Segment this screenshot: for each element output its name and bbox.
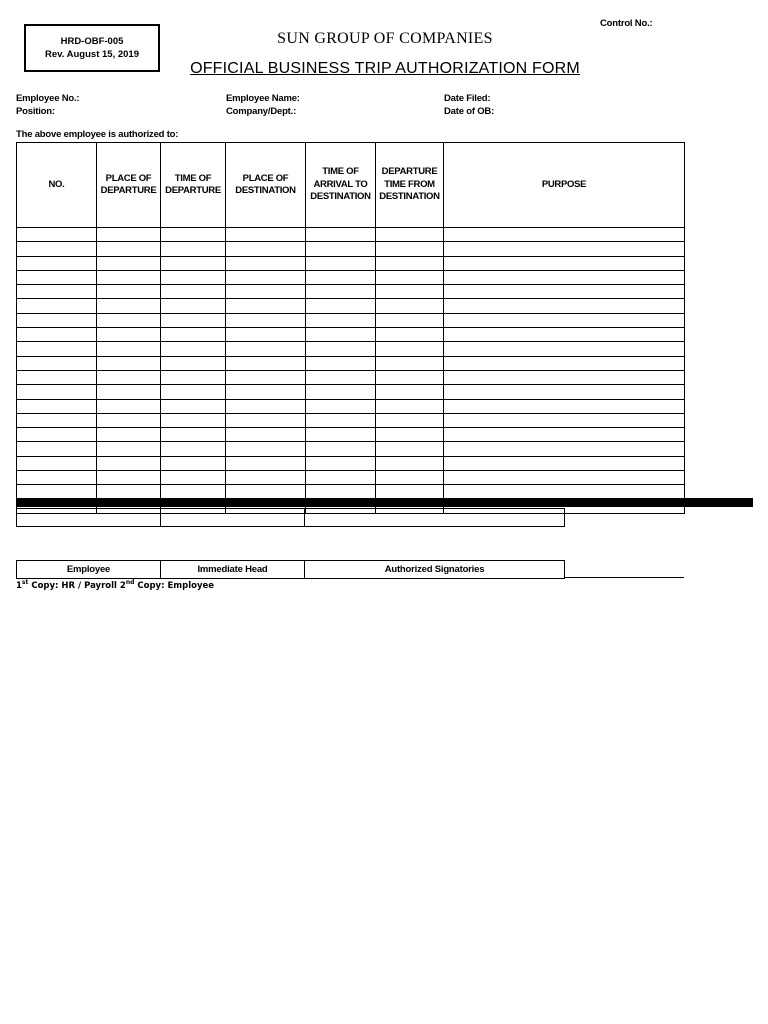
table-cell[interactable] <box>376 471 444 485</box>
table-row <box>17 270 685 284</box>
table-cell[interactable] <box>376 299 444 313</box>
table-cell[interactable] <box>97 342 161 356</box>
employee-signature-label: Employee <box>17 561 161 579</box>
table-cell[interactable] <box>226 313 306 327</box>
table-cell[interactable] <box>161 399 226 413</box>
table-cell[interactable] <box>17 385 97 399</box>
table-cell[interactable] <box>376 256 444 270</box>
table-cell[interactable] <box>17 328 97 342</box>
table-cell[interactable] <box>306 428 376 442</box>
table-cell[interactable] <box>226 356 306 370</box>
trip-table <box>16 142 685 514</box>
table-row <box>17 471 685 485</box>
table-cell[interactable] <box>226 456 306 470</box>
table-cell[interactable] <box>97 442 161 456</box>
table-cell[interactable] <box>161 413 226 427</box>
column-header-no: NO. <box>17 143 97 228</box>
signature-boxes <box>16 508 565 527</box>
table-cell[interactable] <box>444 299 685 313</box>
table-cell[interactable] <box>444 399 685 413</box>
table-cell[interactable] <box>306 456 376 470</box>
position-label: Position: <box>16 106 55 117</box>
table-row <box>17 485 685 499</box>
table-cell[interactable] <box>97 456 161 470</box>
table-row <box>17 413 685 427</box>
table-cell[interactable] <box>226 370 306 384</box>
copy-2-text: Copy: Employee <box>134 580 215 591</box>
table-cell[interactable] <box>226 285 306 299</box>
table-cell[interactable] <box>376 428 444 442</box>
table-cell[interactable] <box>17 428 97 442</box>
table-cell[interactable] <box>97 485 161 499</box>
table-cell[interactable] <box>376 228 444 242</box>
column-header-place-of-destination: PLACE OF DESTINATION <box>226 143 306 228</box>
table-cell[interactable] <box>444 242 685 256</box>
table-cell[interactable] <box>17 270 97 284</box>
table-cell[interactable] <box>376 456 444 470</box>
table-cell[interactable] <box>306 313 376 327</box>
control-no-label: Control No.: <box>600 18 653 29</box>
table-cell[interactable] <box>444 385 685 399</box>
table-cell[interactable] <box>226 242 306 256</box>
table-cell[interactable] <box>226 413 306 427</box>
table-cell[interactable] <box>376 399 444 413</box>
table-cell[interactable] <box>444 485 685 499</box>
table-cell[interactable] <box>226 299 306 313</box>
column-header-time-of-arrival: TIME OF ARRIVAL TO DESTINATION <box>306 143 376 228</box>
table-cell[interactable] <box>226 471 306 485</box>
table-cell[interactable] <box>17 299 97 313</box>
date-of-ob-label: Date of OB: <box>444 106 495 117</box>
document-code: HRD-OBF-005 <box>60 36 124 47</box>
table-cell[interactable] <box>306 256 376 270</box>
table-cell[interactable] <box>376 242 444 256</box>
table-cell[interactable] <box>97 299 161 313</box>
table-cell[interactable] <box>17 413 97 427</box>
table-cell[interactable] <box>97 370 161 384</box>
table-cell[interactable] <box>17 313 97 327</box>
copy-1-suffix: st <box>21 579 29 586</box>
table-cell[interactable] <box>444 442 685 456</box>
table-cell[interactable] <box>17 370 97 384</box>
table-cell[interactable] <box>17 228 97 242</box>
table-cell[interactable] <box>226 385 306 399</box>
table-bottom-rule <box>16 498 753 507</box>
table-cell[interactable] <box>161 242 226 256</box>
immediate-head-label: Immediate Head <box>161 561 305 579</box>
table-row <box>17 342 685 356</box>
table-cell[interactable] <box>444 228 685 242</box>
table-cell[interactable] <box>306 385 376 399</box>
table-row <box>17 370 685 384</box>
column-header-departure-time-from-destination: DEPARTURE TIME FROM DESTINATION <box>376 143 444 228</box>
table-cell[interactable] <box>97 356 161 370</box>
authorized-note: The above employee is authorized to: <box>16 129 179 140</box>
revision-date: Rev. August 15, 2019 <box>45 49 139 60</box>
table-cell[interactable] <box>376 342 444 356</box>
table-cell[interactable] <box>306 270 376 284</box>
table-cell[interactable] <box>444 256 685 270</box>
table-cell[interactable] <box>376 442 444 456</box>
table-row <box>17 456 685 470</box>
table-row <box>17 442 685 456</box>
copy-2-number: 2 <box>119 580 126 591</box>
table-row <box>17 256 685 270</box>
table-cell[interactable] <box>444 313 685 327</box>
table-cell[interactable] <box>376 413 444 427</box>
table-cell[interactable] <box>376 285 444 299</box>
table-cell[interactable] <box>306 356 376 370</box>
table-cell[interactable] <box>226 442 306 456</box>
table-cell[interactable] <box>17 342 97 356</box>
table-cell[interactable] <box>306 242 376 256</box>
table-cell[interactable] <box>444 456 685 470</box>
table-cell[interactable] <box>17 471 97 485</box>
table-cell[interactable] <box>376 485 444 499</box>
immediate-head-signature-field[interactable] <box>161 509 305 527</box>
table-cell[interactable] <box>97 228 161 242</box>
table-cell[interactable] <box>161 228 226 242</box>
table-cell[interactable] <box>97 428 161 442</box>
table-cell[interactable] <box>226 228 306 242</box>
table-cell[interactable] <box>161 356 226 370</box>
table-cell[interactable] <box>226 399 306 413</box>
column-header-time-of-departure: TIME OF DEPARTURE <box>161 143 226 228</box>
table-cell[interactable] <box>161 256 226 270</box>
table-cell[interactable] <box>161 270 226 284</box>
table-cell[interactable] <box>161 456 226 470</box>
table-cell[interactable] <box>376 270 444 284</box>
table-cell[interactable] <box>306 328 376 342</box>
table-row <box>17 299 685 313</box>
table-cell[interactable] <box>161 370 226 384</box>
table-cell[interactable] <box>306 228 376 242</box>
document-code-box <box>24 24 160 72</box>
table-cell[interactable] <box>306 399 376 413</box>
column-header-place-of-departure: PLACE OF DEPARTURE <box>97 143 161 228</box>
table-cell[interactable] <box>17 442 97 456</box>
table-cell[interactable] <box>161 471 226 485</box>
table-cell[interactable] <box>17 285 97 299</box>
table-cell[interactable] <box>17 485 97 499</box>
table-cell[interactable] <box>306 342 376 356</box>
table-cell[interactable] <box>97 313 161 327</box>
table-cell[interactable] <box>97 328 161 342</box>
table-cell[interactable] <box>161 485 226 499</box>
table-cell[interactable] <box>17 399 97 413</box>
table-row <box>17 385 685 399</box>
table-cell[interactable] <box>161 385 226 399</box>
table-cell[interactable] <box>444 270 685 284</box>
table-cell[interactable] <box>161 328 226 342</box>
copy-1-number: 1 <box>16 580 22 591</box>
table-cell[interactable] <box>226 342 306 356</box>
table-cell[interactable] <box>376 313 444 327</box>
table-cell[interactable] <box>376 385 444 399</box>
table-cell[interactable] <box>97 471 161 485</box>
signature-line-extension <box>564 577 684 578</box>
table-cell[interactable] <box>161 285 226 299</box>
table-cell[interactable] <box>306 299 376 313</box>
table-cell[interactable] <box>444 370 685 384</box>
table-cell[interactable] <box>161 442 226 456</box>
table-cell[interactable] <box>17 356 97 370</box>
table-row <box>17 399 685 413</box>
table-cell[interactable] <box>161 299 226 313</box>
table-row <box>17 356 685 370</box>
table-cell[interactable] <box>97 413 161 427</box>
authorized-signatories-field[interactable] <box>305 509 565 527</box>
table-row <box>17 328 685 342</box>
table-cell[interactable] <box>306 485 376 499</box>
table-cell[interactable] <box>444 471 685 485</box>
table-cell[interactable] <box>97 285 161 299</box>
table-cell[interactable] <box>161 313 226 327</box>
form-title: OFFICIAL BUSINESS TRIP AUTHORIZATION FORM <box>190 60 580 77</box>
table-cell[interactable] <box>376 370 444 384</box>
table-cell[interactable] <box>444 413 685 427</box>
table-row <box>17 285 685 299</box>
employee-no-label: Employee No.: <box>16 93 80 104</box>
table-cell[interactable] <box>306 471 376 485</box>
table-cell[interactable] <box>444 356 685 370</box>
table-cell[interactable] <box>376 328 444 342</box>
table-cell[interactable] <box>306 370 376 384</box>
table-cell[interactable] <box>161 342 226 356</box>
table-cell[interactable] <box>17 242 97 256</box>
table-cell[interactable] <box>444 285 685 299</box>
table-cell[interactable] <box>97 399 161 413</box>
table-row <box>17 228 685 242</box>
table-row <box>17 428 685 442</box>
authorized-signatories-label: Authorized Signatories <box>305 561 565 579</box>
table-cell[interactable] <box>226 256 306 270</box>
table-cell[interactable] <box>97 385 161 399</box>
table-cell[interactable] <box>444 342 685 356</box>
table-header-row <box>17 143 685 228</box>
company-name: SUN GROUP OF COMPANIES <box>277 30 493 47</box>
table-cell[interactable] <box>306 285 376 299</box>
copy-distribution-note <box>16 579 214 591</box>
table-cell[interactable] <box>306 413 376 427</box>
table-cell[interactable] <box>444 328 685 342</box>
signature-labels <box>16 560 565 579</box>
trip-table-body <box>17 228 685 514</box>
table-cell[interactable] <box>97 242 161 256</box>
employee-signature-field[interactable] <box>17 509 161 527</box>
table-cell[interactable] <box>17 256 97 270</box>
table-cell[interactable] <box>226 485 306 499</box>
table-cell[interactable] <box>226 328 306 342</box>
date-filed-label: Date Filed: <box>444 93 491 104</box>
company-dept-label: Company/Dept.: <box>226 106 297 117</box>
table-cell[interactable] <box>161 428 226 442</box>
table-cell[interactable] <box>97 270 161 284</box>
column-header-purpose: PURPOSE <box>444 143 685 228</box>
table-cell[interactable] <box>226 270 306 284</box>
table-row <box>17 242 685 256</box>
table-cell[interactable] <box>226 428 306 442</box>
copy-2-suffix: nd <box>125 579 135 586</box>
table-cell[interactable] <box>97 256 161 270</box>
table-cell[interactable] <box>17 456 97 470</box>
table-row <box>17 313 685 327</box>
copy-1-text: Copy: HR / Payroll <box>28 580 120 591</box>
employee-name-label: Employee Name: <box>226 93 300 104</box>
table-cell[interactable] <box>376 356 444 370</box>
table-cell[interactable] <box>306 442 376 456</box>
table-cell[interactable] <box>444 428 685 442</box>
